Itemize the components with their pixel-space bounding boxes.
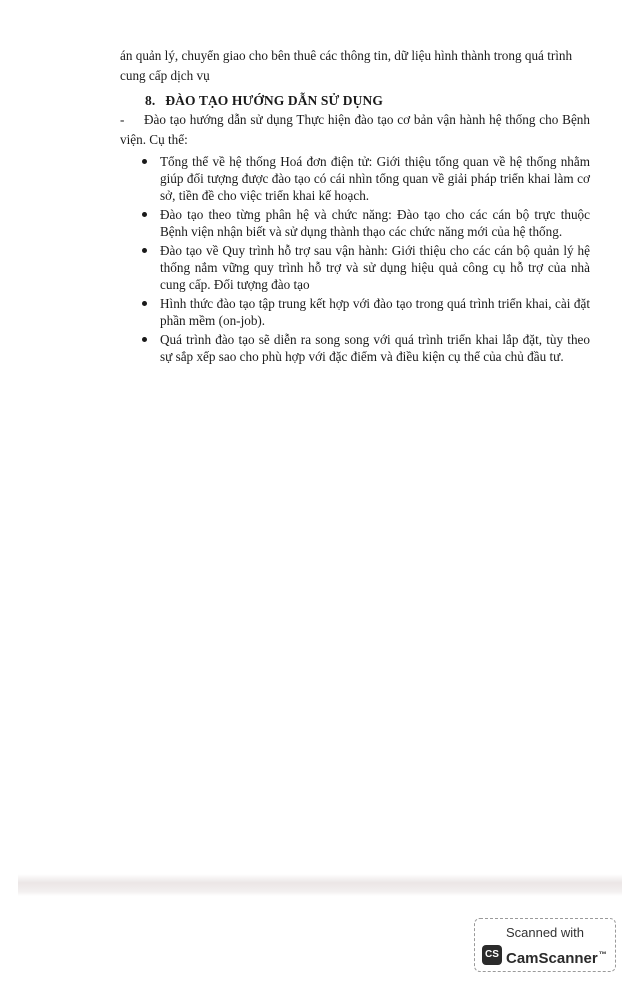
camscanner-logo-icon: CS — [482, 945, 502, 965]
bullet-text: Đào tạo về Quy trình hỗ trợ sau vận hành: Giới thiệu cho các cán bộ quản lý hệ thống nắm vững quy trình hỗ trợ và sử dụng hiệu quả công cụ hỗ trợ của nhà cung cấp. Đối tượng đào tạo — [160, 243, 590, 292]
bullet-text: Quá trình đào tạo sẽ diễn ra song song với quá trình triển khai lắp đặt, tùy theo sự sắp xếp sao cho phù hợp với đặc điểm và điều kiện cụ thể của chủ đầu tư. — [160, 332, 590, 364]
camscanner-watermark — [474, 918, 616, 972]
bullet-icon — [142, 248, 147, 253]
intro-text: Đào tạo hướng dẫn sử dụng Thực hiện đào tạo cơ bản vận hành hệ thống cho Bệnh viện. Cụ thể: — [120, 112, 590, 147]
intro-paragraph — [120, 110, 590, 150]
list-item — [142, 242, 590, 293]
trademark-symbol: ™ — [598, 950, 607, 959]
training-bullet-list — [142, 153, 590, 367]
list-item — [142, 295, 590, 329]
bullet-text: Hình thức đào tạo tập trung kết hợp với đào tạo trong quá trình triển khai, cài đặt phần mềm (on-job). — [160, 296, 590, 328]
section-number: 8. — [145, 93, 156, 108]
watermark-brand — [506, 945, 607, 969]
list-item — [142, 331, 590, 365]
section-title: ĐÀO TẠO HƯỚNG DẪN SỬ DỤNG — [165, 93, 383, 108]
scan-edge-shadow — [18, 874, 622, 896]
bullet-text: Tổng thể về hệ thống Hoá đơn điện tử: Giới thiệu tổng quan về hệ thống nhằm giúp đối tượng được đào tạo có cái nhìn tổng quan về giải pháp triển khai làm cơ sở, tiền đề cho việc triển khai kế hoạch. — [160, 154, 590, 203]
continued-paragraph: án quản lý, chuyển giao cho bên thuê các thông tin, dữ liệu hình thành trong quá trình cung cấp dịch vụ — [120, 48, 573, 83]
watermark-caption: Scanned with — [505, 925, 585, 940]
bullet-icon — [142, 301, 147, 306]
bullet-text: Đào tạo theo từng phân hệ và chức năng: Đào tạo cho các cán bộ trực thuộc Bệnh viện nhận biết và sử dụng thành thạo các chức năng mới của hệ thống. — [160, 207, 590, 239]
brand-name: CamScanner — [506, 950, 598, 967]
intro-dash-marker: - — [120, 112, 125, 127]
section-heading — [145, 93, 383, 109]
bullet-icon — [142, 337, 147, 342]
list-item — [142, 153, 590, 204]
list-item — [142, 206, 590, 240]
bullet-icon — [142, 159, 147, 164]
bullet-icon — [142, 212, 147, 217]
